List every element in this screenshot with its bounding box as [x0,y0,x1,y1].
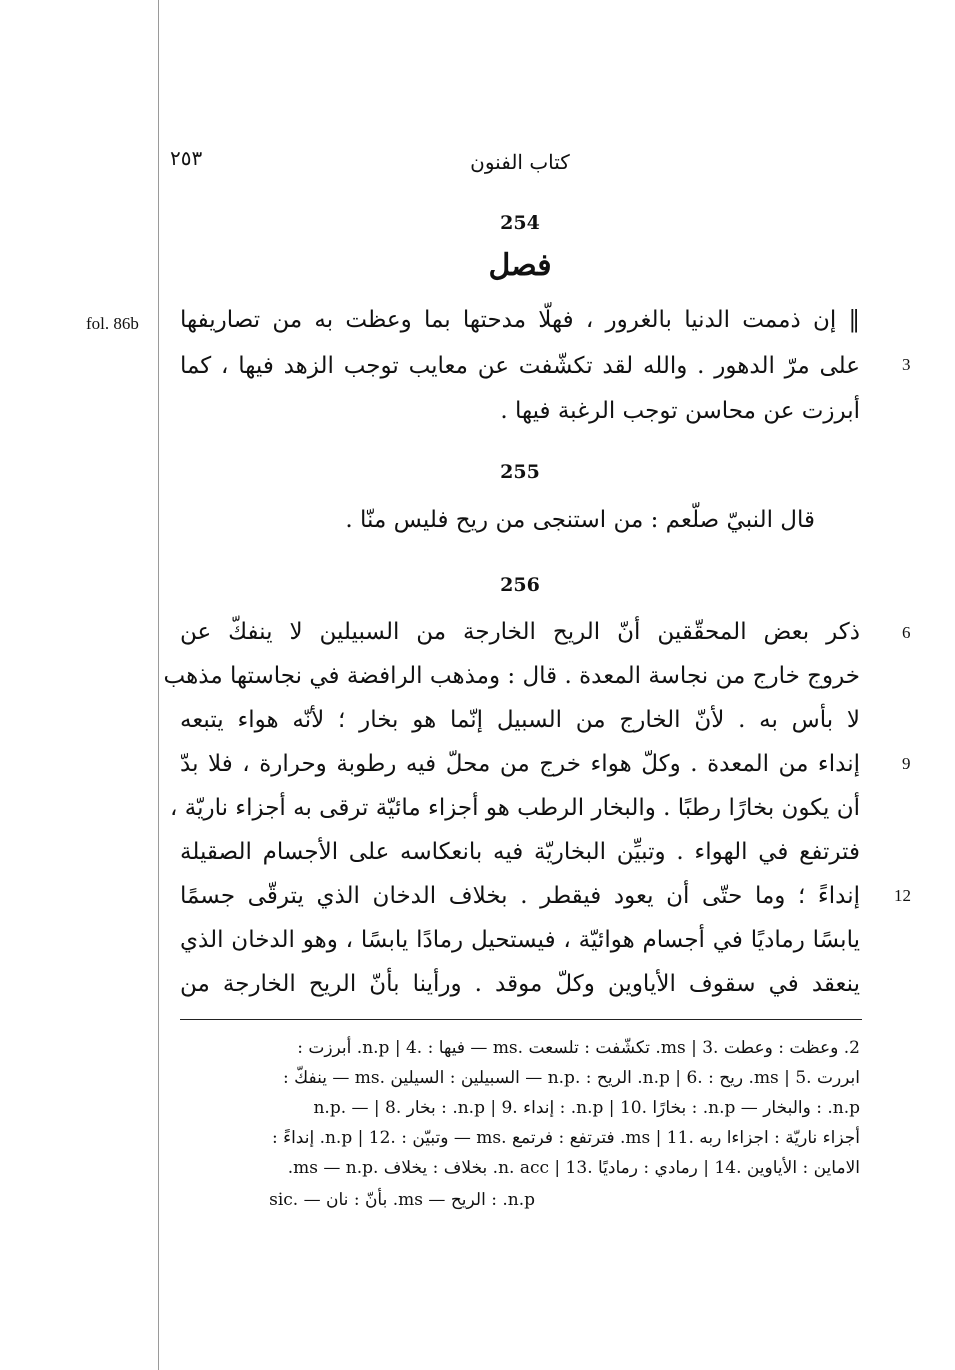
text-line: خروج خارج من نجاسة المعدة . قال : ومذهب الرافضة في نجاستها مذهب [163,663,860,689]
text-line: على مرّ الدهور . والله لقد تكشّفت عن معايب توجب الزهد فيها ، كما [180,353,860,379]
section-number-256: 256 [500,574,540,596]
text-line: لا بأس به . لأنّ الخارج من السبيل إنّما هو بخار ؛ لأنّه هواء يتبعه [180,707,860,733]
text-line: قال النبيّ صلّعم : من استنجى من ريح فليس منّا . [345,507,815,533]
footnote-line: n.p. — | 8. بخار : .n.p | 9. إنداء : .n.p | 10. بخارًا : .n.p — والبخار : .n.p [313,1098,860,1118]
text-line: إنداءً ؛ وما حتّى أن يعود فيقطر . بخلاف الدخان الذي يترقّى جسمًا [180,883,860,909]
line-number: 9 [902,754,911,773]
footnote-line: الاماين : الأياوين .14 | رمادي : رماديًا .n. acc | 13. بخلاف : يخلاف .ms — n.p. [287,1158,860,1178]
line-number: 12 [894,886,911,905]
section-number-254: 254 [500,212,540,234]
text-line: أبرزت عن محاسن توجب الرغبة فيها . [500,398,860,424]
footnote-separator-rule [180,1019,862,1020]
text-line: يابسًا رماديًا في أجسام هوائيّة ، فيستحيل رمادًا يابسًا ، وهو الدخان الذي [180,927,860,953]
line-number: 3 [902,355,911,374]
section-number-255: 255 [500,461,540,483]
footnote-line: sic. — بأنّ : نان .ms — الريح : .n.p [269,1190,535,1210]
text-line: ذكر بعض المحقّقين أنّ الريح الخارجة من السبيلين لا ينفكّ عن [180,619,860,645]
running-title: كتاب الفنون [470,150,570,174]
text-line: أن يكون بخارًا رطبًا . والبخار الرطب هو أجزاء مائيّة ترقى به أجزاء ناريّة ، [170,795,860,821]
text-line: ينعقد في سقوف الأياوين وكلّ موقد . ورأينا بأنّ الريح الخارجة من [180,971,860,997]
footnote-line: أجزاء ناريّة : اجزاءا ربه .ms | 11. فترتفع : فرتمع .ms — وتبيّن : .n.p | 12. إنداءً : [271,1128,860,1148]
page-spine-line [158,0,159,1370]
footnote-line: ابررت .ms | 5. ريح : .n.p | 6. الريح : .n.p — السبيلين : السيلين .ms — ينفكّ : [283,1068,860,1088]
text-line: ‖ إن ذممت الدنيا بالغرور ، فهلّا مدحتها بما وعظت به من تصاريفها [180,307,860,333]
footnote-line: 2. وعظت : وعطت .ms | 3. تكشّفت : تلسعت .ms — فيها : .n.p | 4. أبرزت : [297,1038,860,1058]
section-heading: فصل [488,248,552,283]
arabic-page-number: ٢٥٣ [170,146,203,170]
text-line: فترتفع في الهواء . وتبيِّن البخاريّة فيه بانعكاسه على الأجسام الصقيلة [180,839,860,865]
line-number: 6 [902,623,911,642]
folio-marker: fol. 86b [86,314,139,333]
text-line: إنداء من المعدة . وكلّ هواء خرج من محلّ فيه رطوبة وحرارة ، فلا بدّ [180,751,860,777]
